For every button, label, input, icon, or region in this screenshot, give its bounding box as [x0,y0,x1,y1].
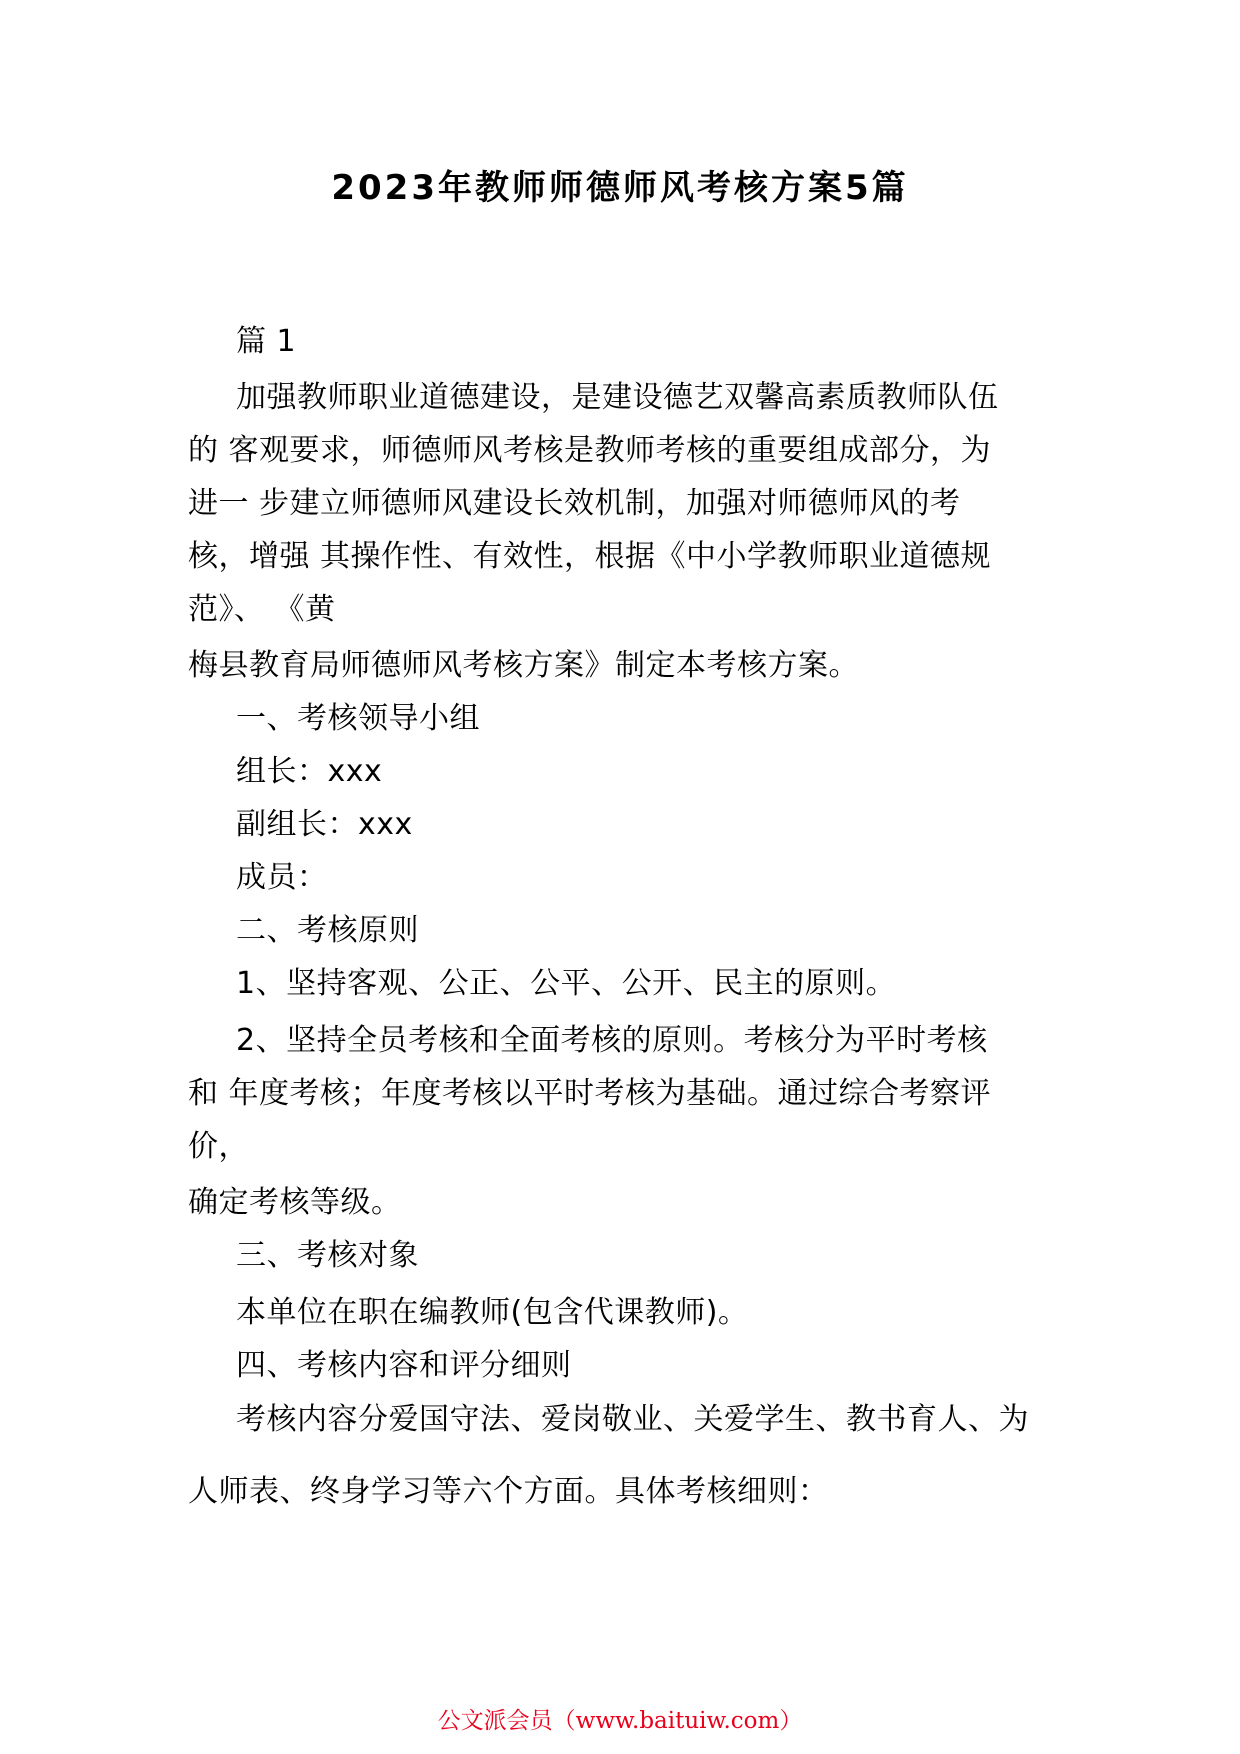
body-line: 加强教师职业道德建设，是建设德艺双馨高素质教师队伍 [236,380,999,415]
body-line: 副组长：xxx [236,807,413,842]
section-heading: 二、考核原则 [236,913,419,948]
body-line: 和 年度考核；年度考核以平时考核为基础。通过综合考察评 [188,1076,992,1111]
body-line: 考核内容分爱国守法、爱岗敬业、关爱学生、教书育人、为 [236,1402,1029,1437]
section-heading: 四、考核内容和评分细则 [236,1348,572,1383]
document-title: 2023年教师师德师风考核方案5篇 [331,168,909,208]
body-line: 2、坚持全员考核和全面考核的原则。考核分为平时考核 [236,1023,988,1058]
body-line: 成员： [236,860,328,895]
body-line: 的 客观要求，师德师风考核是教师考核的重要组成部分，为 [188,433,992,468]
body-line: 本单位在职在编教师(包含代课教师)。 [236,1295,749,1330]
body-line: 进一 步建立师德师风建设长效机制，加强对师德师风的考 [188,486,961,521]
body-line: 组长：xxx [236,754,383,789]
body-line: 价， [188,1129,249,1164]
section-heading-part-1: 篇 1 [236,324,297,359]
body-line: 人师表、终身学习等六个方面。具体考核细则： [188,1474,829,1509]
section-heading: 一、考核领导小组 [236,701,480,736]
body-line: 范》、 《黄 [188,592,336,627]
section-heading: 三、考核对象 [236,1238,419,1273]
body-line: 1、坚持客观、公正、公平、公开、民主的原则。 [236,966,897,1001]
body-line: 梅县教育局师德师风考核方案》制定本考核方案。 [188,648,859,683]
footer-watermark-link[interactable]: 公文派会员（www.baituiw.com） [437,1708,803,1734]
body-line: 核，增强 其操作性、有效性，根据《中小学教师职业道德规 [188,539,992,574]
body-line: 确定考核等级。 [188,1185,402,1220]
